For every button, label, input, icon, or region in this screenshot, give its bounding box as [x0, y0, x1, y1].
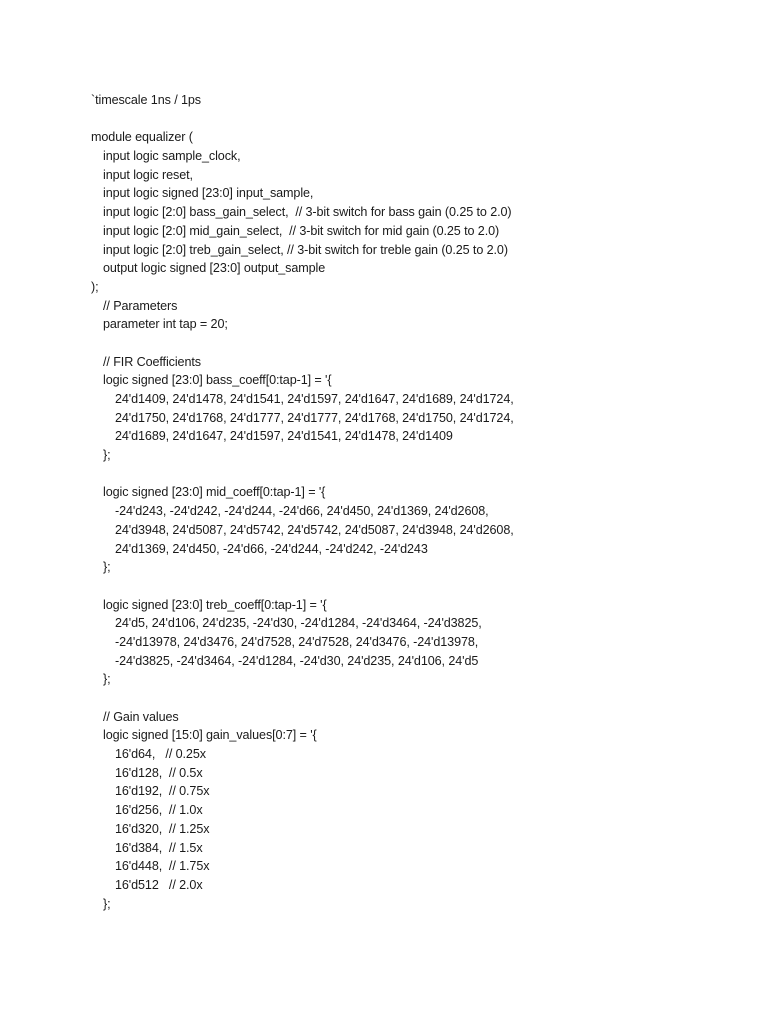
code-line: 16'd256, // 1.0x [115, 803, 203, 818]
code-line: 16'd128, // 0.5x [115, 765, 203, 780]
code-line: 24'd5, 24'd106, 24'd235, -24'd30, -24'd1284, -24'd3464, -24'd3825, [115, 616, 482, 631]
code-line [91, 689, 751, 708]
code-line: }; [103, 896, 111, 911]
code-line: 16'd64, // 0.25x [115, 747, 206, 762]
code-line: 24'd1689, 24'd1647, 24'd1597, 24'd1541, 24'd1478, 24'd1409 [115, 429, 453, 444]
code-line: -24'd13978, 24'd3476, 24'd7528, 24'd7528, 24'd3476, -24'd13978, [115, 634, 479, 649]
code-line: // Gain values [103, 709, 179, 724]
code-line: -24'd243, -24'd242, -24'd244, -24'd66, 24'd450, 24'd1369, 24'd2608, [115, 504, 489, 519]
code-line: input logic [2:0] mid_gain_select, // 3-bit switch for mid gain (0.25 to 2.0) [103, 223, 500, 238]
code-line [91, 334, 751, 353]
code-line: }; [103, 672, 111, 687]
code-line: logic signed [15:0] gain_values[0:7] = '{ [103, 728, 317, 743]
code-line: input logic sample_clock, [103, 149, 241, 164]
code-line: 16'd448, // 1.75x [115, 859, 210, 874]
code-line: }; [103, 560, 111, 575]
code-line: `timescale 1ns / 1ps [91, 93, 201, 107]
code-line [91, 577, 751, 596]
code-line: }; [103, 448, 111, 463]
code-line: input logic [2:0] treb_gain_select, // 3-bit switch for treble gain (0.25 to 2.0) [103, 242, 508, 257]
code-line: parameter int tap = 20; [103, 317, 228, 332]
code-line: 24'd1369, 24'd450, -24'd66, -24'd244, -24'd242, -24'd243 [115, 541, 428, 556]
code-line: 16'd192, // 0.75x [115, 784, 210, 799]
code-line: // FIR Coefficients [103, 354, 201, 369]
code-line: logic signed [23:0] treb_coeff[0:tap-1] = '{ [103, 597, 327, 612]
code-line [91, 110, 751, 129]
code-line: 16'd512 // 2.0x [115, 877, 203, 892]
code-line: input logic [2:0] bass_gain_select, // 3-bit switch for bass gain (0.25 to 2.0) [103, 205, 512, 220]
code-line: ); [91, 279, 99, 294]
code-line [91, 465, 751, 484]
code-line: input logic signed [23:0] input_sample, [103, 186, 314, 201]
code-line: module equalizer ( [91, 130, 193, 145]
code-line: output logic signed [23:0] output_sample [103, 261, 326, 276]
code-line: -24'd3825, -24'd3464, -24'd1284, -24'd30, 24'd235, 24'd106, 24'd5 [115, 653, 479, 668]
code-line: logic signed [23:0] bass_coeff[0:tap-1] = '{ [103, 373, 332, 388]
code-line: 16'd320, // 1.25x [115, 821, 210, 836]
code-line: // Parameters [103, 298, 178, 313]
code-line: 24'd1409, 24'd1478, 24'd1541, 24'd1597, 24'd1647, 24'd1689, 24'd1724, [115, 392, 514, 406]
code-block [91, 91, 751, 913]
code-line: 16'd384, // 1.5x [115, 840, 203, 855]
code-line: 24'd1750, 24'd1768, 24'd1777, 24'd1777, 24'd1768, 24'd1750, 24'd1724, [115, 410, 514, 425]
code-line: input logic reset, [103, 167, 193, 182]
code-line: 24'd3948, 24'd5087, 24'd5742, 24'd5742, 24'd5087, 24'd3948, 24'd2608, [115, 522, 514, 537]
code-line: logic signed [23:0] mid_coeff[0:tap-1] = '{ [103, 485, 326, 500]
